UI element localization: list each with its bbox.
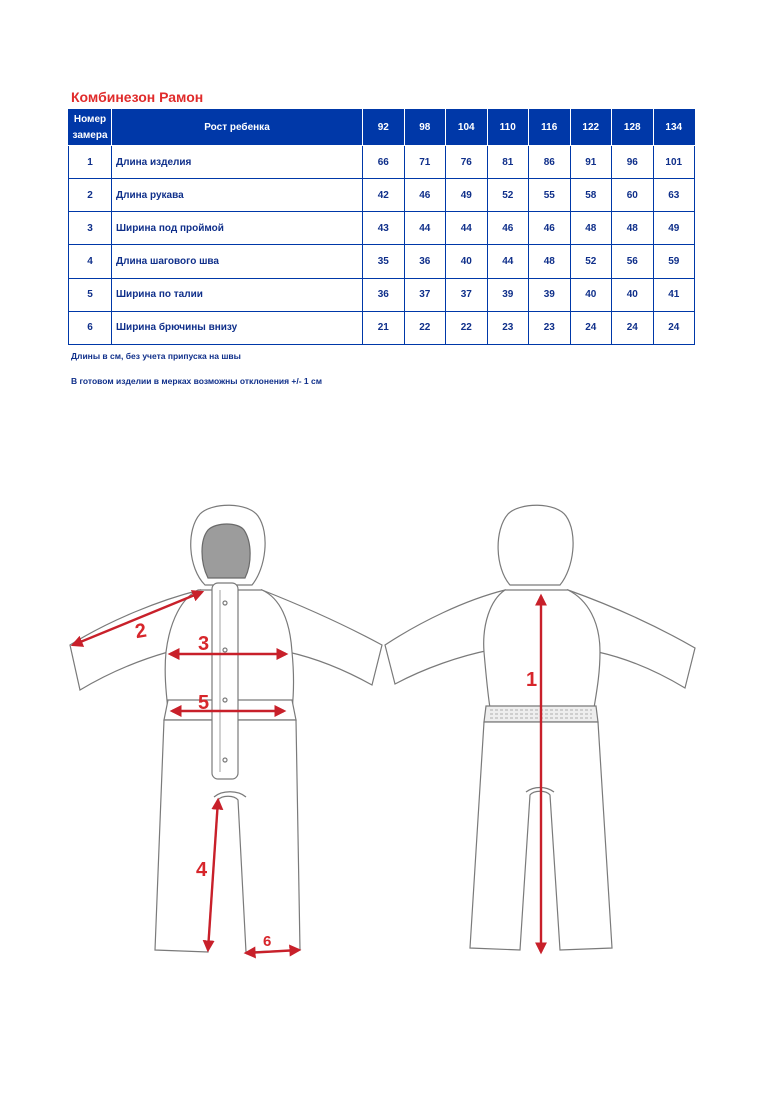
row-value: 46 — [404, 179, 446, 212]
row-value: 36 — [363, 278, 405, 311]
header-size: 122 — [570, 110, 612, 146]
row-value: 96 — [612, 146, 654, 179]
row-value: 46 — [487, 212, 529, 245]
row-value: 52 — [570, 245, 612, 278]
row-value: 23 — [529, 311, 571, 344]
row-value: 86 — [529, 146, 571, 179]
header-size: 116 — [529, 110, 571, 146]
row-value: 56 — [612, 245, 654, 278]
header-size: 98 — [404, 110, 446, 146]
row-value: 36 — [404, 245, 446, 278]
row-value: 23 — [487, 311, 529, 344]
front-hood-opening — [202, 524, 250, 578]
row-value: 21 — [363, 311, 405, 344]
row-number: 1 — [69, 146, 112, 179]
row-value: 44 — [446, 212, 488, 245]
front-placket — [212, 583, 238, 779]
row-measurement-name: Длина рукава — [112, 179, 363, 212]
header-size: 128 — [612, 110, 654, 146]
row-measurement-name: Ширина под проймой — [112, 212, 363, 245]
row-value: 59 — [653, 245, 695, 278]
row-measurement-name: Длина шагового шва — [112, 245, 363, 278]
row-value: 48 — [529, 245, 571, 278]
row-value: 58 — [570, 179, 612, 212]
row-value: 39 — [529, 278, 571, 311]
row-value: 55 — [529, 179, 571, 212]
back-hood — [498, 505, 573, 585]
row-value: 24 — [570, 311, 612, 344]
row-value: 48 — [612, 212, 654, 245]
row-value: 41 — [653, 278, 695, 311]
row-value: 35 — [363, 245, 405, 278]
header-size: 92 — [363, 110, 405, 146]
row-value: 42 — [363, 179, 405, 212]
row-value: 81 — [487, 146, 529, 179]
row-value: 71 — [404, 146, 446, 179]
row-value: 91 — [570, 146, 612, 179]
label-length: 1 — [526, 669, 538, 691]
row-value: 63 — [653, 179, 695, 212]
row-value: 37 — [404, 278, 446, 311]
row-value: 76 — [446, 146, 488, 179]
row-value: 39 — [487, 278, 529, 311]
row-value: 66 — [363, 146, 405, 179]
row-value: 52 — [487, 179, 529, 212]
label-waist: 5 — [198, 692, 210, 714]
header-height: Рост ребенка — [112, 110, 363, 146]
header-size: 104 — [446, 110, 488, 146]
label-sleeve: 2 — [133, 619, 149, 644]
note-tolerance: В готовом изделии в мерках возможны отклонения +/- 1 см — [71, 376, 323, 386]
front-view — [70, 505, 382, 952]
row-value: 37 — [446, 278, 488, 311]
row-number: 6 — [69, 311, 112, 344]
note-units: Длины в см, без учета припуска на швы — [71, 351, 241, 361]
label-hem: 6 — [263, 933, 272, 950]
row-value: 40 — [446, 245, 488, 278]
row-number: 5 — [69, 278, 112, 311]
row-value: 44 — [404, 212, 446, 245]
row-measurement-name: Ширина брючины внизу — [112, 311, 363, 344]
page-title: Комбинезон Рамон — [71, 89, 204, 105]
header-number-line2: замера — [72, 129, 108, 141]
row-value: 22 — [404, 311, 446, 344]
row-number: 4 — [69, 245, 112, 278]
label-inseam: 4 — [196, 859, 208, 881]
row-number: 2 — [69, 179, 112, 212]
row-measurement-name: Длина изделия — [112, 146, 363, 179]
label-chest: 3 — [198, 633, 210, 655]
row-measurement-name: Ширина по талии — [112, 278, 363, 311]
header-size: 110 — [487, 110, 529, 146]
row-value: 40 — [612, 278, 654, 311]
row-value: 101 — [653, 146, 695, 179]
row-value: 49 — [653, 212, 695, 245]
row-value: 24 — [612, 311, 654, 344]
row-value: 48 — [570, 212, 612, 245]
row-number: 3 — [69, 212, 112, 245]
row-value: 24 — [653, 311, 695, 344]
row-value: 44 — [487, 245, 529, 278]
row-value: 60 — [612, 179, 654, 212]
header-number-line1: Номер — [73, 113, 107, 125]
row-value: 43 — [363, 212, 405, 245]
row-value: 22 — [446, 311, 488, 344]
row-value: 46 — [529, 212, 571, 245]
row-value: 40 — [570, 278, 612, 311]
header-size: 134 — [653, 110, 695, 146]
row-value: 49 — [446, 179, 488, 212]
